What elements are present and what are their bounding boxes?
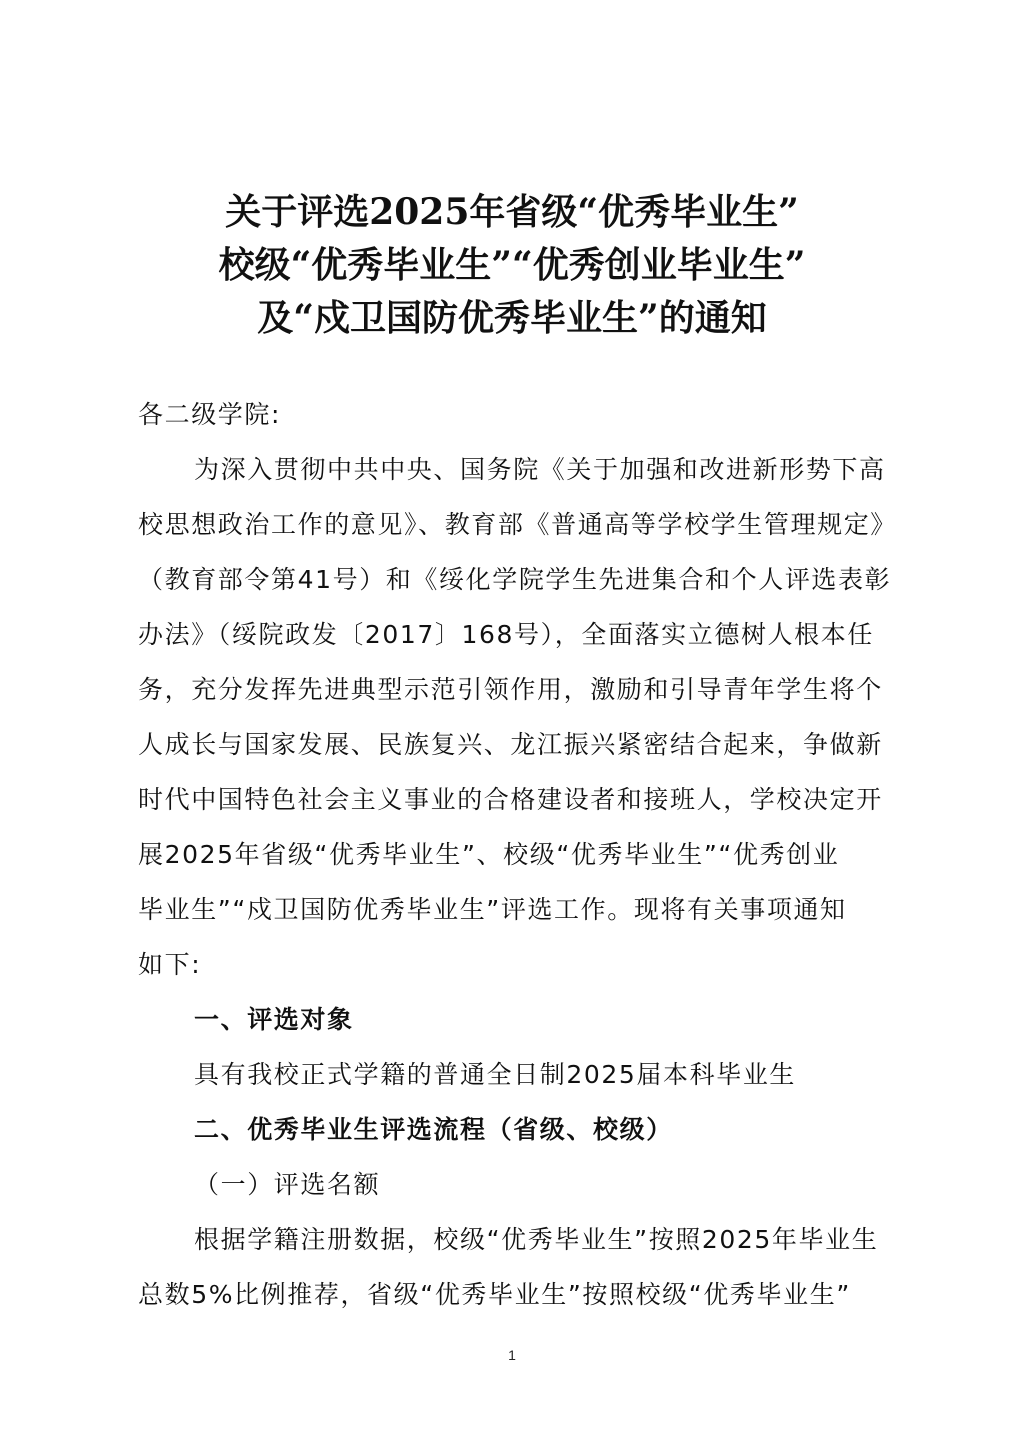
title-line-2: 校级“优秀毕业生”“优秀创业毕业生” bbox=[218, 244, 806, 286]
body-line: 根据学籍注册数据，校级“优秀毕业生”按照2025年毕业生 bbox=[194, 1225, 879, 1254]
section-text: 具有我校正式学籍的普通全日制2025届本科毕业生 bbox=[194, 1060, 797, 1089]
salutation: 各二级学院: bbox=[138, 400, 282, 429]
section-heading: 一、评选对象 bbox=[194, 1005, 354, 1034]
body-line: 总数5%比例推荐，省级“优秀毕业生”按照校级“优秀毕业生” bbox=[138, 1280, 851, 1309]
body-line: 如下: bbox=[138, 950, 202, 979]
title-line-1: 关于评选2025年省级“优秀毕业生” bbox=[225, 191, 799, 233]
body-line: 毕业生”“戍卫国防优秀毕业生”评选工作。现将有关事项通知 bbox=[138, 895, 847, 924]
body-line: 时代中国特色社会主义事业的合格建设者和接班人，学校决定开 bbox=[138, 785, 883, 814]
body-line: 人成长与国家发展、民族复兴、龙江振兴紧密结合起来，争做新 bbox=[138, 730, 883, 759]
body-line: 展2025年省级“优秀毕业生”、校级“优秀毕业生”“优秀创业 bbox=[138, 840, 840, 869]
body-line: 办法》（绥院政发〔2017〕168号），全面落实立德树人根本任 bbox=[138, 620, 874, 649]
section-heading: 二、优秀毕业生评选流程（省级、校级） bbox=[194, 1115, 673, 1144]
sub-heading: （一）评选名额 bbox=[194, 1170, 381, 1199]
body-line: （教育部令第41号）和《绥化学院学生先进集合和个人评选表彰 bbox=[138, 565, 892, 594]
body-line: 校思想政治工作的意见》、教育部《普通高等学校学生管理规定》 bbox=[138, 510, 897, 539]
page-number: 1 bbox=[508, 1347, 516, 1363]
body-line: 为深入贯彻中共中央、国务院《关于加强和改进新形势下高 bbox=[194, 455, 886, 484]
document-title bbox=[0, 186, 1024, 345]
body-line: 务，充分发挥先进典型示范引领作用，激励和引导青年学生将个 bbox=[138, 675, 883, 704]
title-line-3: 及“戍卫国防优秀毕业生”的通知 bbox=[257, 297, 767, 339]
